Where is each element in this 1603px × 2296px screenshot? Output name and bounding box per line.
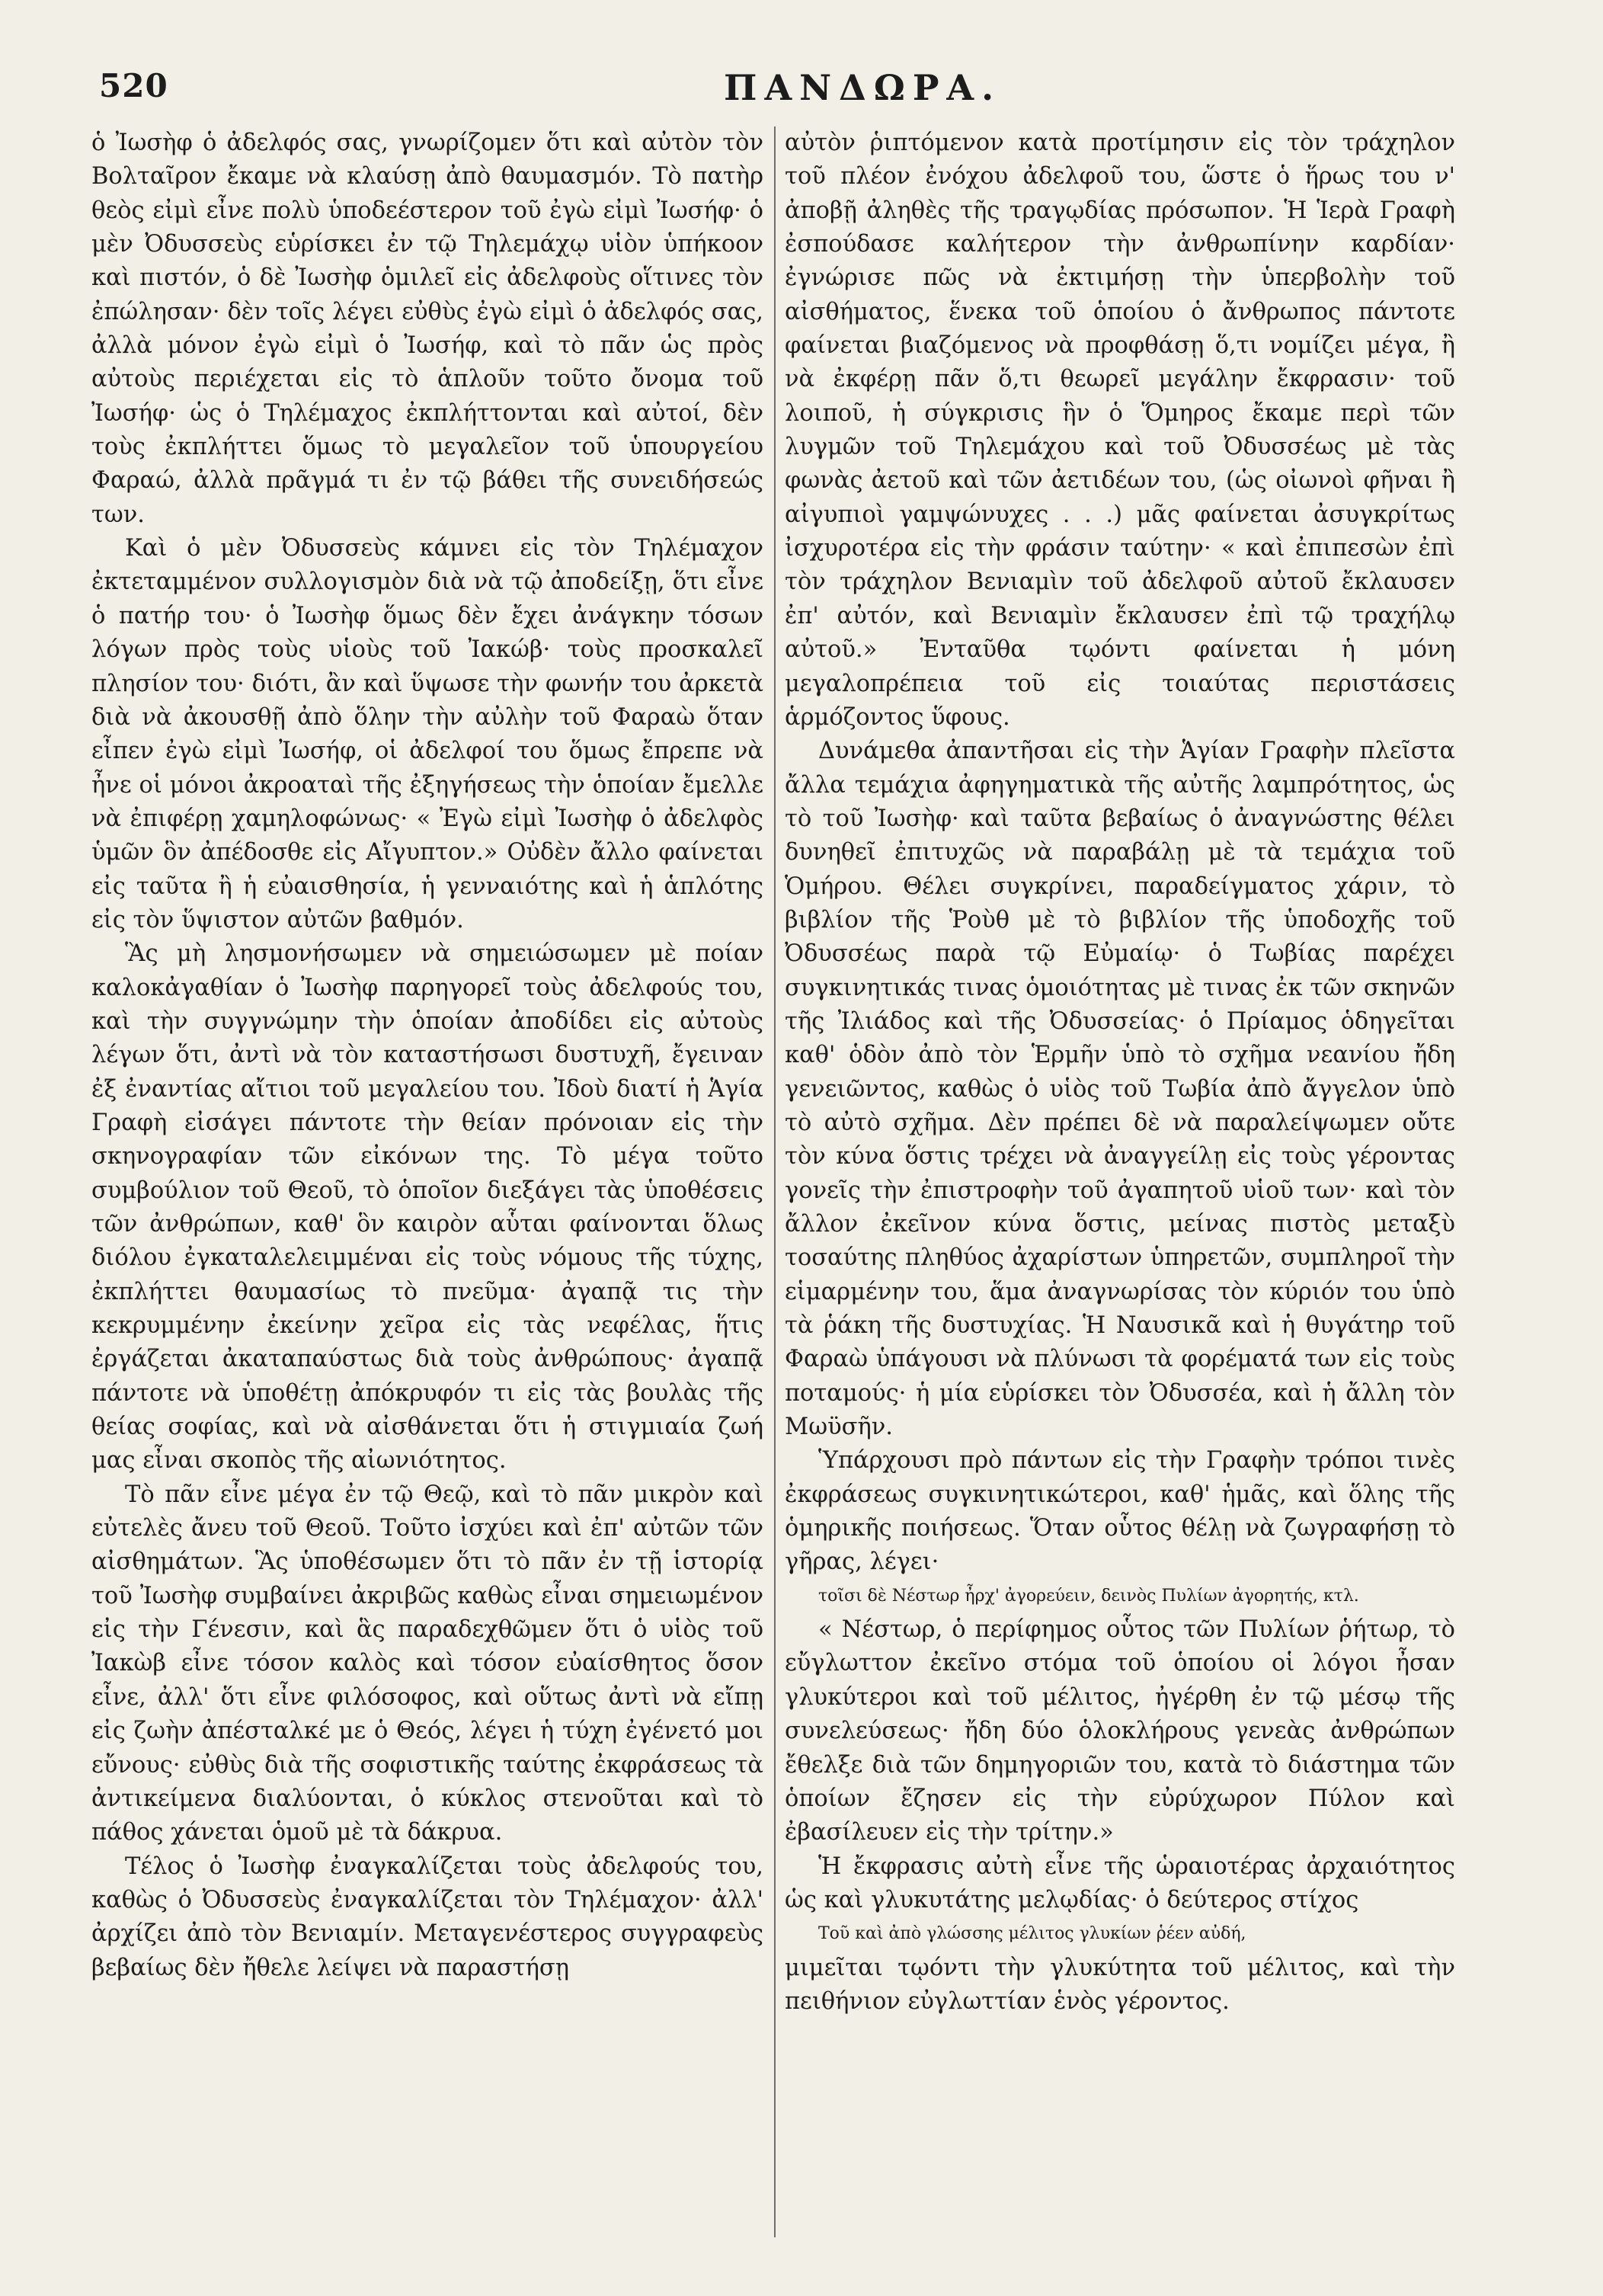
paragraph: ὁ Ἰωσὴφ ὁ ἀδελφός σας, γνωρίζομεν ὅτι καὶ αὐτὸν τὸν Βολταῖρον ἔκαμε νὰ κλαύσῃ ἀπὸ θαυμασμόν. Τὸ πατὴρ θεὸς εἰμὶ εἶνε πολὺ ὑποδεέστερον τοῦ ἐγὼ εἰμὶ Ἰωσήφ· ὁ μὲν Ὀδυσσεὺς εὑρίσκει ἐν τῷ Τηλεμάχῳ υἱὸν ὑπήκοον καὶ πιστόν, ὁ δὲ Ἰωσὴφ ὁμιλεῖ εἰς ἀδελφοὺς οἵτινες τὸν ἐπώλησαν· δὲν τοῖς λέγει εὐθὺς ἐγὼ εἰμὶ ὁ ἀδελφός σας, ἀλλὰ μόνον ἐγὼ εἰμὶ ὁ Ἰωσήφ, καὶ τὸ πᾶν ὡς πρὸς αὐτοὺς περιέχεται εἰς τὸ ἁπλοῦν τοῦτο ὄνομα τοῦ Ἰωσήφ· ὡς ὁ Τηλέμαχος ἐκπλήττονται καὶ αὐτοί, δὲν τοὺς ἐκπλήττει ὅμως τὸ μεγαλεῖον τοῦ ὑπουργείου Φαραώ, ἀλλὰ πρᾶγμά τι ἐν τῷ βάθει τῆς συνειδήσεώς των. <box>91 130 763 528</box>
paragraph: « Νέστωρ, ὁ περίφημος οὗτος τῶν Πυλίων ῥήτωρ, τὸ εὔγλωττον ἐκεῖνο στόμα τοῦ ὁποίου οἱ λόγοι ἦσαν γλυκύτεροι καὶ τοῦ μέλιτος, ἠγέρθη ἐν τῷ μέσῳ τῆς συνελεύσεως· ἤδη δύο ὁλοκλήρους γενεὰς ἀνθρώπων ἔθελξε διὰ τῶν δημηγοριῶν του, κατὰ τὸ διάστημα τῶν ὁποίων ἔζησεν εἰς τὴν εὐρύχωρον Πύλον καὶ ἐβασίλευεν εἰς τὴν τρίτην.» <box>785 1616 1455 1846</box>
paragraph: Καὶ ὁ μὲν Ὀδυσσεὺς κάμνει εἰς τὸν Τηλέμαχον ἐκτεταμμένον συλλογισμὸν διὰ νὰ τῷ ἀποδείξῃ, ὅτι εἶνε ὁ πατήρ του· ὁ Ἰωσὴφ ὅμως δὲν ἔχει ἀνάγκην τόσων λόγων πρὸς τοὺς υἱοὺς τοῦ Ἰακώβ· τοὺς προσκαλεῖ πλησίον του· διότι, ἂν καὶ ὕψωσε τὴν φωνήν του ἀρκετὰ διὰ νὰ ἀκουσθῇ ἀπὸ ὅλην τὴν αὐλὴν τοῦ Φαραὼ ὅταν εἶπεν ἐγὼ εἰμὶ Ἰωσήφ, οἱ ἀδελφοί του ὅμως ἔπρεπε νὰ ἦνε οἱ μόνοι ἀκροαταὶ τῆς ἐξηγήσεως τὴν ὁποίαν ἔμελλε νὰ ἐπιφέρῃ χαμηλοφώνως· « Ἐγὼ εἰμὶ Ἰωσὴφ ὁ ἀδελφὸς ὑμῶν ὃν ἀπέδοσθε εἰς Αἴγυπτον.» Οὐδὲν ἄλλο φαίνεται εἰς ταῦτα ἢ ἡ εὐαισθησία, ἡ γενναιότης καὶ ἡ ἁπλότης εἰς τὸν ὕψιστον αὐτῶν βαθμόν. <box>91 535 763 933</box>
page-header <box>91 67 1531 120</box>
paragraph: μιμεῖται τῳόντι τὴν γλυκύτητα τοῦ μέλιτος, καὶ τὴν πειθήνιον εὐγλωττίαν ἑνὸς γέροντος. <box>785 1954 1455 2015</box>
page-number: 520 <box>99 67 168 104</box>
paragraph: Ἃς μὴ λησμονήσωμεν νὰ σημειώσωμεν μὲ ποίαν καλοκἀγαθίαν ὁ Ἰωσὴφ παρηγορεῖ τοὺς ἀδελφούς του, καὶ τὴν συγγνώμην τὴν ὁποίαν ἀποδίδει εἰς αὐτοὺς λέγων ὅτι, ἀντὶ νὰ τὸν καταστήσωσι δυστυχῆ, ἔγειναν ἐξ ἐναντίας αἴτιοι τοῦ μεγαλείου του. Ἰδοὺ διατί ἡ Ἁγία Γραφὴ εἰσάγει πάντοτε τὴν θείαν πρόνοιαν εἰς τὴν σκηνογραφίαν τῶν εἰκόνων της. Τὸ μέγα τοῦτο συμβούλιον τοῦ Θεοῦ, τὸ ὁποῖον διεξάγει τὰς ὑποθέσεις τῶν ἀνθρώπων, καθ' ὃν καιρὸν αὗται φαίνονται ὅλως διόλου ἐγκαταλελειμμέναι εἰς τοὺς νόμους τῆς τύχης, ἐκπλήττει θαυμασίως τὸ πνεῦμα· ἀγαπᾷ τις τὴν κεκρυμμένην ἐκείνην χεῖρα εἰς τὰς νεφέλας, ἥτις ἐργάζεται ἀκαταπαύστως διὰ τοὺς ἀνθρώπους· ἀγαπᾷ πάντοτε νὰ ὑποθέτῃ ἀπόκρυφόν τι εἰς τὰς βουλὰς τῆς θείας σοφίας, καὶ νὰ αἰσθάνεται ὅτι ἡ στιγμιαία ζωή μας εἶναι σκοπὸς τῆς αἰωνιότητος. <box>91 940 763 1475</box>
verse-quote: Τοῦ καὶ ἀπὸ γλώσσης μέλιτος γλυκίων ῥέεν αὐδή, <box>818 1924 1246 1944</box>
paragraph: Τέλος ὁ Ἰωσὴφ ἐναγκαλίζεται τοὺς ἀδελφούς του, καθὼς ὁ Ὀδυσσεὺς ἐναγκαλίζεται τὸν Τηλέμαχον· ἀλλ' ἀρχίζει ἀπὸ τὸν Βενιαμίν. Μεταγενέστερος συγγραφεὺς βεβαίως δὲν ἤθελε λείψει νὰ παραστήσῃ <box>91 1852 763 1981</box>
verse-quote: τοῖσι δὲ Νέστωρ ἦρχ' ἀγορεύειν, δεινὸς Πυλίων ἀγορητής, κτλ. <box>818 1586 1359 1606</box>
column-divider <box>774 126 776 2237</box>
paragraph: Ὑπάρχουσι πρὸ πάντων εἰς τὴν Γραφὴν τρόποι τινὲς ἐκφράσεως συγκινητικώτεροι, καθ' ἡμᾶς, καὶ ὅλης τῆς ὁμηρικῆς ποιήσεως. Ὅταν οὗτος θέλῃ νὰ ζωγραφήσῃ τὸ γῆρας, λέγει· <box>785 1447 1455 1576</box>
right-column <box>785 126 1455 2019</box>
paragraph: Ἡ ἔκφρασις αὐτὴ εἶνε τῆς ὡραιοτέρας ἀρχαιότητος ὡς καὶ γλυκυτάτης μελῳδίας· ὁ δεύτερος στίχος <box>785 1852 1455 1913</box>
paragraph: Τὸ πᾶν εἶνε μέγα ἐν τῷ Θεῷ, καὶ τὸ πᾶν μικρὸν καὶ εὐτελὲς ἄνευ τοῦ Θεοῦ. Τοῦτο ἰσχύει καὶ ἐπ' αὐτῶν τῶν αἰσθημάτων. Ἃς ὑποθέσωμεν ὅτι τὸ πᾶν ἐν τῇ ἱστορίᾳ τοῦ Ἰωσὴφ συμβαίνει ἀκριβῶς καθὼς εἶναι σημειωμένον εἰς τὴν Γένεσιν, καὶ ἃς παραδεχθῶμεν ὅτι ὁ υἱὸς τοῦ Ἰακὼβ εἶνε τόσον καλὸς καὶ τόσον εὐαίσθητος ὅσον εἶνε, ἀλλ' ὅτι εἶνε φιλόσοφος, καὶ οὕτως ἀντὶ νὰ εἴπῃ εἰς ζωὴν ἀπέσταλκέ με ὁ Θεός, λέγει ἡ τύχη ἐγένετό μοι εὔνους· εὐθὺς διὰ τῆς σοφιστικῆς ταύτης ἐκφράσεως τὰ ἀντικείμενα διαλύονται, ὁ κύκλος στενοῦται καὶ τὸ πάθος χάνεται ὁμοῦ μὲ τὰ δάκρυα. <box>91 1481 763 1846</box>
journal-title: ΠΑΝΔΩΡΑ. <box>724 67 1002 108</box>
paragraph: αὐτὸν ῥιπτόμενον κατὰ προτίμησιν εἰς τὸν τράχηλον τοῦ πλέον ἐνόχου ἀδελφοῦ του, ὥστε ὁ ἥρως του ν' ἀποβῇ ἀληθὲς τῆς τραγῳδίας πρόσωπον. Ἡ Ἱερὰ Γραφὴ ἐσπούδασε καλήτερον τὴν ἀνθρωπίνην καρδίαν· ἐγνώρισε πῶς νὰ ἐκτιμήσῃ τὴν ὑπερβολὴν τοῦ αἰσθήματος, ἕνεκα τοῦ ὁποίου ὁ ἄνθρωπος πάντοτε φαίνεται βιαζόμενος νὰ προφθάσῃ ὅ,τι νομίζει μέγα, ἢ νὰ ἐκφέρῃ πᾶν ὅ,τι θεωρεῖ μεγάλην ἔκφρασιν· τοῦ λοιποῦ, ἡ σύγκρισις ἣν ὁ Ὅμηρος ἔκαμε περὶ τῶν λυγμῶν τοῦ Τηλεμάχου καὶ τοῦ Ὀδυσσέως μὲ τὰς φωνὰς ἀετοῦ καὶ τῶν ἀετιδέων του, (ὡς οἰωνοὶ φῆναι ἢ αἰγυπιοὶ γαμψώνυχες . . .) μᾶς φαίνεται ἀσυγκρίτως ἰσχυροτέρα εἰς τὴν φράσιν ταύτην· « καὶ ἐπιπεσὼν ἐπὶ τὸν τράχηλον Βενιαμὶν τοῦ ἀδελφοῦ αὐτοῦ ἔκλαυσεν ἐπ' αὐτόν, καὶ Βενιαμὶν ἔκλαυσεν ἐπὶ τῷ τραχήλῳ αὐτοῦ.» Ἐνταῦθα τῳόντι φαίνεται ἡ μόνη μεγαλοπρέπεια τοῦ εἰς τοιαύτας περιστάσεις ἁρμόζοντος ὕφους. <box>785 130 1455 731</box>
paragraph: Δυνάμεθα ἀπαντῆσαι εἰς τὴν Ἁγίαν Γραφὴν πλεῖστα ἄλλα τεμάχια ἀφηγηματικὰ τῆς αὐτῆς λαμπρότητος, ὡς τὸ τοῦ Ἰωσὴφ· καὶ ταῦτα βεβαίως ὁ ἀναγνώστης θέλει δυνηθεῖ ἐπιτυχῶς νὰ παραβάλῃ μὲ τὰ τεμάχια τοῦ Ὁμήρου. Θέλει συγκρίνει, παραδείγματος χάριν, τὸ βιβλίον τῆς Ῥοὺθ μὲ τὸ βιβλίον τῆς ὑποδοχῆς τοῦ Ὀδυσσέως παρὰ τῷ Εὐμαίῳ· ὁ Τωβίας παρέχει συγκινητικάς τινας ὁμοιότητας μὲ τινας ἐκ τῶν σκηνῶν τῆς Ἰλιάδος καὶ τῆς Ὀδυσσείας· ὁ Πρίαμος ὁδηγεῖται καθ' ὁδὸν ἀπὸ τὸν Ἑρμῆν ὑπὸ τὸ σχῆμα νεανίου ἤδη γενειῶντος, καθὼς ὁ υἱὸς τοῦ Τωβία ἀπὸ ἄγγελον ὑπὸ τὸ αὐτὸ σχῆμα. Δὲν πρέπει δὲ νὰ παραλείψωμεν οὔτε τὸν κύνα ὅστις τρέχει νὰ ἀναγγείλῃ εἰς τοὺς γέροντας γονεῖς τὴν ἐπιστροφὴν τοῦ ἀγαπητοῦ υἱοῦ των· καὶ τὸν ἄλλον ἐκεῖνον κύνα ὅστις, μείνας πιστὸς μεταξὺ τοσαύτης πληθύος ἀχαρίστων ὑπηρετῶν, συμπληροῖ τὴν εἱμαρμένην του, ἅμα ἀναγνωρίσας τὸν κύριόν του ὑπὸ τὰ ῥάκη τῆς δυστυχίας. Ἡ Ναυσικᾶ καὶ ἡ θυγάτηρ τοῦ Φαραὼ ὑπάγουσι νὰ πλύνωσι τὰ φορέματά των εἰς τοὺς ποταμούς· ἡ μία εὑρίσκει τὸν Ὀδυσσέα, καὶ ἡ ἄλλη τὸν Μωϋσῆν. <box>785 738 1455 1441</box>
left-column <box>91 126 763 1985</box>
